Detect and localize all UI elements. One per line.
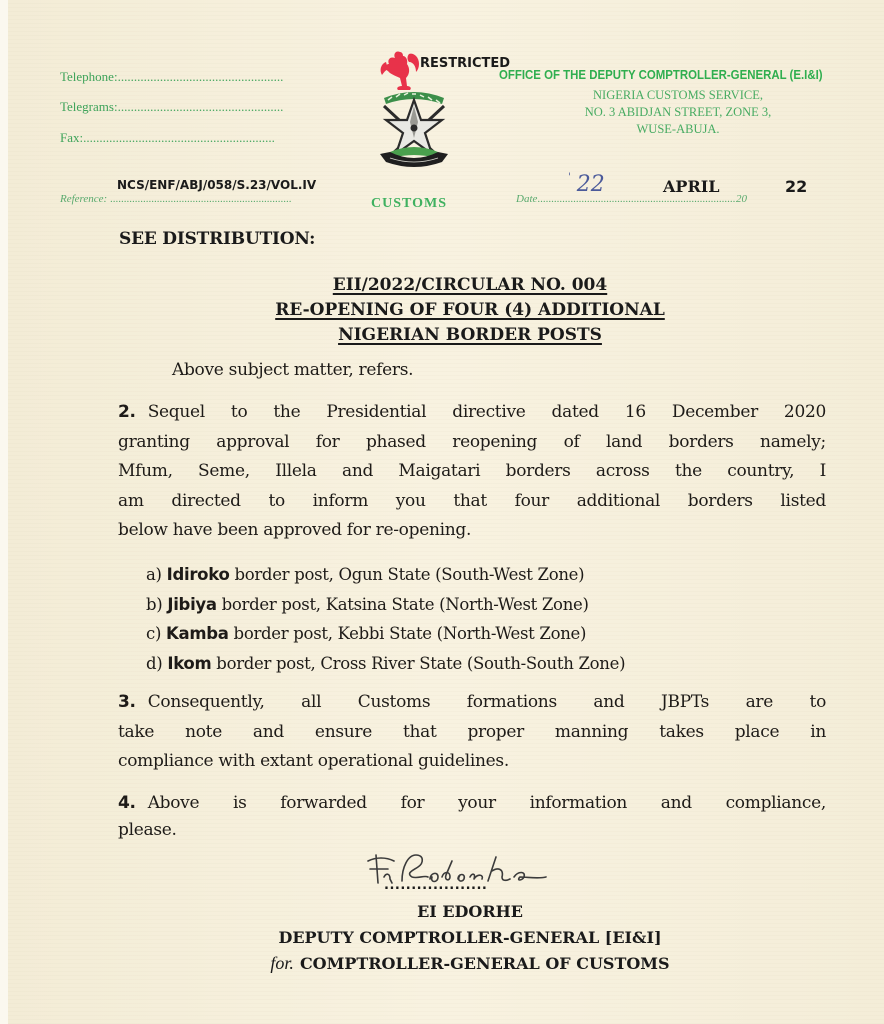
date-century: 20	[736, 193, 747, 205]
date-label: Date	[516, 193, 538, 205]
paragraph-number: 4.	[118, 793, 136, 813]
subject-line-2: NIGERIAN BORDER POSTS	[338, 325, 602, 345]
list-item	[146, 590, 625, 620]
list-marker: c)	[146, 624, 162, 643]
list-marker: d)	[146, 653, 163, 673]
border-name: Kamba	[166, 624, 229, 643]
paragraph-3-line: take note and ensure that proper manning takes place in	[118, 721, 826, 742]
circular-number: EII/2022/CIRCULAR NO. 004	[332, 275, 608, 295]
paragraph-2-line: below have been approved for re-opening.	[118, 520, 472, 540]
border-detail: border post, Ogun State (South-West Zone)	[229, 565, 585, 584]
reference-field	[60, 193, 291, 205]
reference-label: Reference:	[60, 193, 108, 205]
paragraph-number: 3.	[118, 692, 136, 712]
for-title: COMPTROLLER-GENERAL OF CUSTOMS	[299, 954, 670, 973]
list-item	[146, 649, 625, 679]
telegrams-label: Telegrams:	[60, 99, 118, 114]
signatory-name: EI EDORHE	[417, 902, 523, 921]
subject-line-1: RE-OPENING OF FOUR (4) ADDITIONAL	[275, 300, 665, 320]
fax-field: Fax:...........................................................	[60, 130, 275, 145]
paragraph-4-line: 4. Above is forwarded for your information and compliance,	[118, 793, 826, 813]
fax-dots: ...................................................	[83, 130, 249, 145]
telegrams-field	[60, 99, 283, 115]
border-detail: border post, Cross River State (South-South Zone)	[211, 653, 626, 673]
address-line-2: NO. 3 ABIDJAN STREET, ZONE 3,	[584, 105, 772, 119]
reference-number: NCS/ENF/ABJ/058/S.23/VOL.IV	[117, 178, 317, 192]
list-marker: b)	[146, 594, 163, 614]
addressee: SEE DISTRIBUTION:	[119, 229, 316, 249]
date-year: 22	[785, 177, 808, 196]
border-name: Ikom	[167, 653, 212, 673]
paragraph-4	[118, 789, 826, 845]
border-post-list	[146, 560, 625, 678]
address-line-1: NIGERIA CUSTOMS SERVICE,	[593, 88, 763, 102]
for-prefix: for.	[270, 953, 294, 973]
signatory-title: DEPUTY COMPTROLLER-GENERAL [EI&I]	[278, 928, 662, 947]
border-detail: border post, Kebbi State (North-West Zone)	[228, 624, 587, 643]
fax-label: Fax:	[60, 130, 84, 145]
border-detail: border post, Katsina State (North-West Zone)	[216, 594, 589, 614]
list-marker: a)	[146, 565, 162, 584]
list-item	[146, 619, 625, 649]
page-edge	[0, 0, 8, 1024]
paragraph-3	[118, 688, 826, 777]
paragraph-2-line: am directed to inform you that four additional borders listed	[118, 490, 826, 511]
reference-dots: ..................................................................	[109, 193, 292, 205]
intro-paragraph: Above subject matter, refers.	[172, 360, 414, 380]
list-item	[146, 560, 625, 590]
paragraph-2-line: Mfum, Seme, Illela and Maigatari borders across the country, I	[118, 461, 826, 481]
telephone-label: Telephone:	[60, 69, 118, 84]
date-dots: ........................................................................	[537, 193, 736, 205]
paragraph-2-line: 2. Sequel to the Presidential directive dated 16 December 2020	[118, 402, 826, 422]
address-line-3: WUSE-ABUJA.	[636, 122, 720, 136]
signatory-on-behalf-of	[200, 953, 740, 974]
crest-caption: CUSTOMS	[371, 196, 447, 211]
border-name: Jibiya	[167, 594, 217, 614]
classification-stamp: RESTRICTED	[420, 56, 511, 71]
paragraph-4-line: please.	[118, 819, 177, 840]
telegrams-dots: ...................................................	[117, 99, 284, 114]
date-day-handwritten: ' 22	[568, 172, 605, 197]
paragraph-2-line: granting approval for phased reopening of land borders namely;	[118, 431, 826, 452]
paragraph-3-line: 3. Consequently, all Customs formations and JBPTs are to	[118, 692, 826, 712]
border-name: Idiroko	[166, 565, 230, 584]
paragraph-3-line: compliance with extant operational guidelines.	[118, 751, 509, 771]
telephone-dots: ...................................................	[117, 69, 284, 84]
telephone-field	[60, 69, 283, 85]
paragraph-number: 2.	[118, 402, 136, 422]
signature-line: ...................	[384, 878, 488, 893]
paragraph-2	[118, 398, 826, 546]
date-month: APRIL	[663, 177, 720, 196]
office-title: OFFICE OF THE DEPUTY COMPTROLLER-GENERAL (E.I&I)	[499, 67, 823, 82]
